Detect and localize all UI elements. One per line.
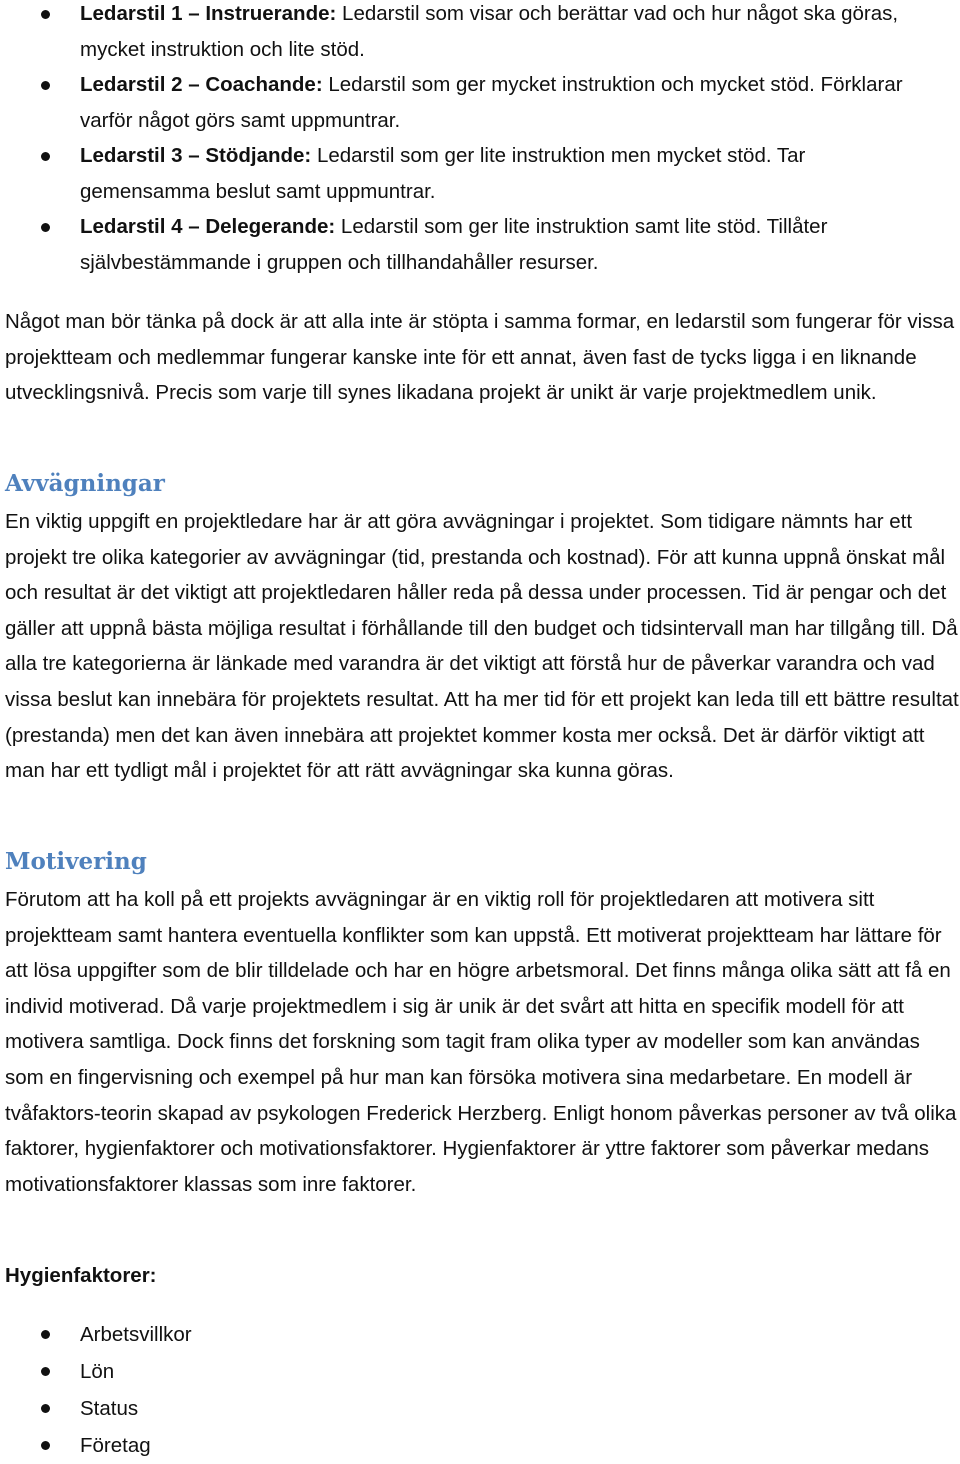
list-item-text: Ledarstil som ger mycket instruktion och mycket stöd. Förklarar varför något görs samt uppmuntrar. (80, 73, 903, 132)
list-item-text: Ledarstil som ger lite instruktion samt lite stöd. Tillåter självbestämmande i gruppen och tillhandahåller resurser. (80, 215, 828, 274)
bullet-icon (41, 10, 50, 19)
bullet-icon (41, 152, 50, 161)
bullet-icon (41, 1404, 50, 1413)
bullet-icon (41, 1441, 50, 1450)
bullet-icon (41, 81, 50, 90)
section-paragraph-motivering: Förutom att ha koll på ett projekts avvägningar är en viktig roll för projektledaren att motivera sitt projektteam samt hantera eventuella konflikter som kan uppstå. Ett motiverat projektteam har lättare för att lösa uppgifter som de blir tilldelade och har en högre arbetsmoral. Det finns många olika sätt att få en individ motiverad. Då varje projektmedlem i sig är unik är det svårt att hitta en specifik modell för att motivera samtliga. Dock finns det forskning som tagit fram olika typer av modeller som kan användas som en fingervisning och exempel på hur man kan försöka motivera sina medarbetare. En modell är tvåfaktors-teorin skapad av psykologen Frederick Herzberg. Enligt honom påverkas personer av två olika faktorer, hygienfaktorer och motivationsfaktorer. Hygienfaktorer är yttre faktorer som påverkar medans motivationsfaktorer klassas som inre faktorer. (5, 888, 957, 1196)
list-item (0, 1316, 940, 1353)
intro-paragraph: Något man bör tänka på dock är att alla inte är stöpta i samma formar, en ledarstil som fungerar för vissa projektteam och medlemmar fungerar kanske inte för ett annat, även fast de tycks ligga i en liknande utvecklingsnivå. Precis som varje till synes likadana projekt är unikt är varje projektmedlem unik. (5, 310, 955, 405)
list-item (0, 0, 940, 67)
section-heading-avvagningar: Avvägningar (5, 470, 165, 497)
list-item-label: Ledarstil 3 – Stödjande: (80, 144, 312, 167)
hygien-heading: Hygienfaktorer: (5, 1264, 157, 1287)
list-item (0, 1390, 940, 1427)
leadership-style-list (0, 0, 940, 280)
bullet-icon (41, 223, 50, 232)
list-item-text: Företag (80, 1434, 151, 1457)
list-item-text: Ledarstil som ger lite instruktion men mycket stöd. Tar gemensamma beslut samt uppmuntrar. (80, 144, 806, 203)
list-item-label: Ledarstil 4 – Delegerande: (80, 215, 336, 238)
list-item-text: Ledarstil som visar och berättar vad och hur något ska göras, mycket instruktion och lite stöd. (80, 2, 899, 61)
list-item (0, 1427, 940, 1464)
list-item-text: Lön (80, 1360, 115, 1383)
section-heading-motivering: Motivering (5, 848, 147, 875)
bullet-icon (41, 1330, 50, 1339)
list-item-text: Arbetsvillkor (80, 1323, 192, 1346)
list-item (0, 1353, 940, 1390)
list-item (0, 67, 940, 138)
hygien-list (0, 1316, 940, 1464)
bullet-icon (41, 1367, 50, 1376)
list-item-label: Ledarstil 1 – Instruerande: (80, 2, 337, 25)
list-item (0, 138, 940, 209)
list-item (0, 209, 940, 280)
list-item-text: Status (80, 1397, 139, 1420)
list-item-label: Ledarstil 2 – Coachande: (80, 73, 323, 96)
section-paragraph-avvagningar: En viktig uppgift en projektledare har är att göra avvägningar i projektet. Som tidigare nämnts har ett projekt tre olika kategorier av avvägningar (tid, prestanda och kostnad). För att kunna uppnå önskat mål och resultat är det viktigt att projektledaren håller reda på dessa under processen. Tid är pengar och det gäller att uppnå bästa möjliga resultat i förhållande till den budget och tidsintervall man har tillgång till. Då alla tre kategorierna är länkade med varandra är det viktigt att förstå hur de påverkar varandra och vad vissa beslut kan innebära för projektets resultat. Att ha mer tid för ett projekt kan leda till ett bättre resultat (prestanda) men det kan även innebära att projektet kommer kosta mer också. Det är därför viktigt att man har ett tydligt mål i projektet för att rätt avvägningar ska kunna göras. (5, 510, 959, 783)
